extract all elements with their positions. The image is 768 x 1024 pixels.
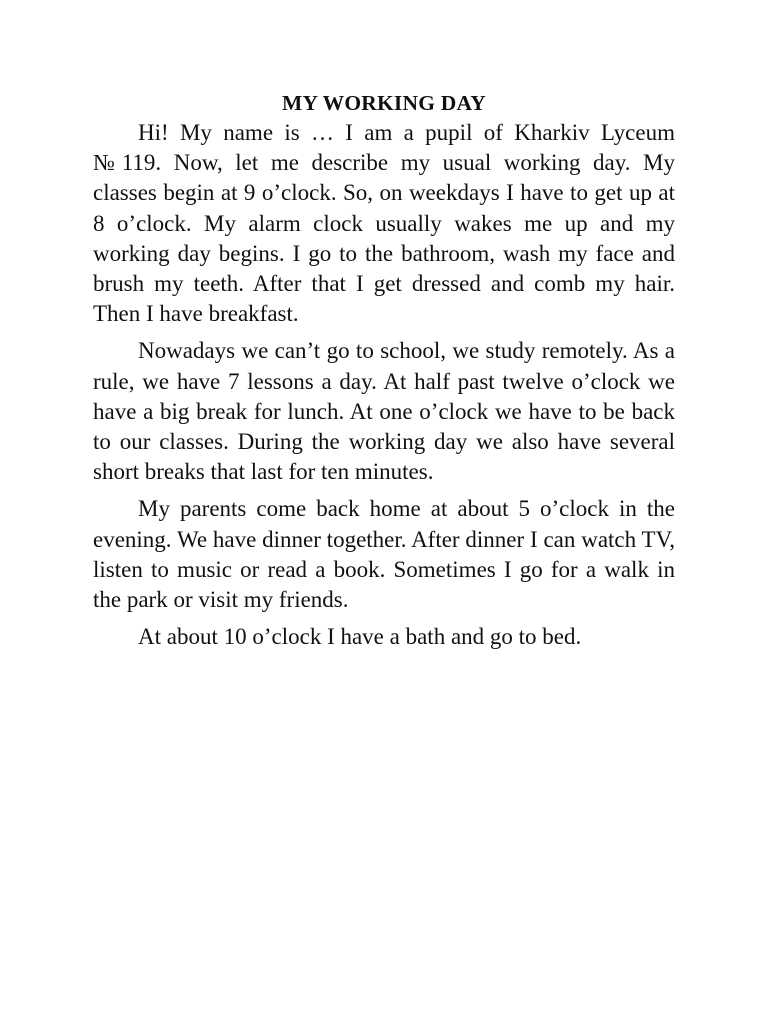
document-page	[93, 88, 675, 659]
paragraph-evening: My parents come back home at about 5 o’clock in the evening. We have dinner together. After dinner I can watch TV, listen to music or read a book. Sometimes I go for a walk in the park or visit my friends.	[93, 496, 675, 613]
paragraph-bedtime: At about 10 o’clock I have a bath and go to bed.	[138, 624, 582, 650]
document-title: MY WORKING DAY	[282, 91, 486, 115]
paragraph-morning-routine: Hi! My name is … I am a pupil of Kharkiv Lyceum №119. Now, let me describe my usual working day. My classes begin at 9 o’clock. So, on weekdays I have to get up at 8 o’clock. My alarm clock usually wakes me up and my working day begins. I go to the bathroom, wash my face and brush my teeth. After that I get dressed and comb my hair. Then I have breakfast.	[93, 120, 675, 327]
paragraph-school-day: Nowadays we can’t go to school, we study remotely. As a rule, we have 7 lessons a day. At half past twelve o’clock we have a big break for lunch. At one o’clock we have to be back to our classes. During the working day we also have several short breaks that last for ten minutes.	[93, 338, 675, 485]
